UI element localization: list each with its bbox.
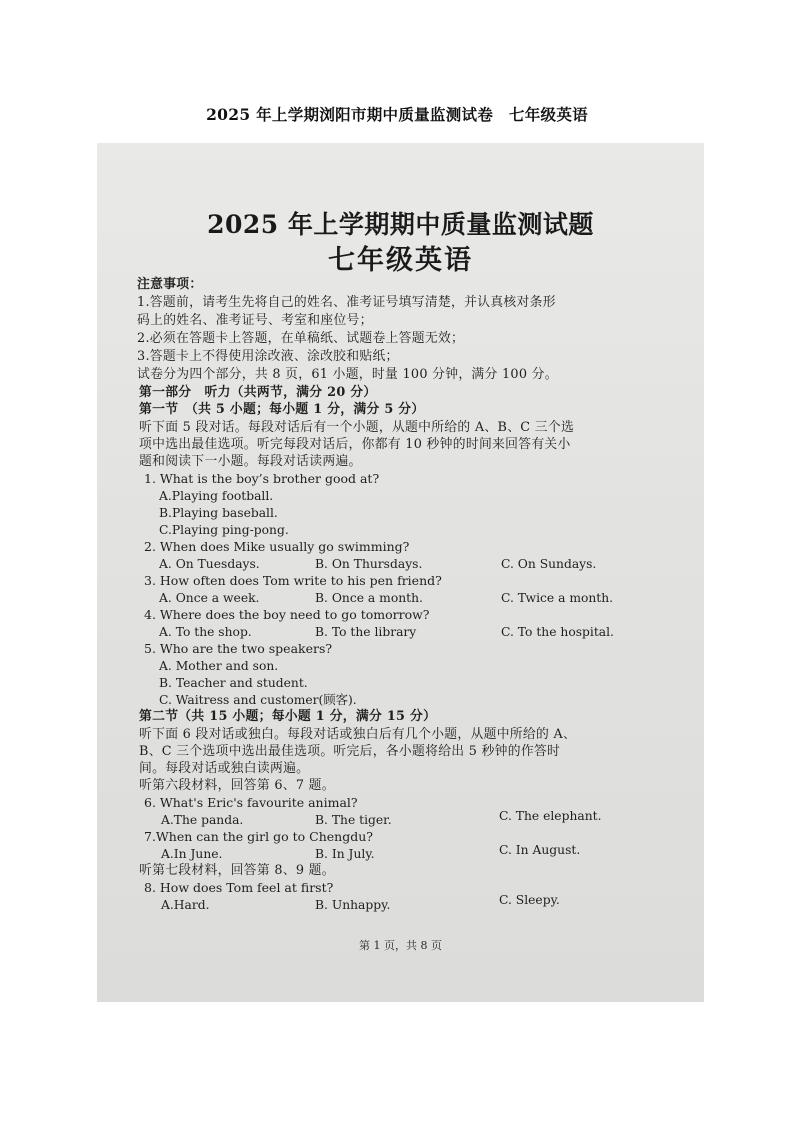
question-6-option-a: A.The panda. bbox=[161, 813, 244, 827]
question-4-stem: 4. Where does the boy need to go tomorrow? bbox=[144, 607, 430, 622]
part1-heading: 第一部分 听力（共两节，满分 20 分） bbox=[139, 385, 377, 400]
exam-subject: 七年级英语 bbox=[328, 245, 473, 276]
material-6-note: 听第六段材料，回答第 6、7 题。 bbox=[139, 778, 335, 793]
question-1-option-b: B.Playing baseball. bbox=[159, 506, 278, 520]
question-7-option-a: A.In June. bbox=[161, 847, 223, 861]
notice-heading: 注意事项： bbox=[137, 277, 203, 292]
question-1-option-c: C.Playing ping-pong. bbox=[159, 523, 289, 537]
question-2-stem: 2. When does Mike usually go swimming? bbox=[144, 539, 410, 554]
section1-instruction: 听下面 5 段对话。每段对话后有一个小题，从题中所给的 A、B、C 三个选 bbox=[139, 420, 575, 435]
question-6-stem: 6. What's Eric's favourite animal? bbox=[144, 795, 358, 810]
question-4-option-b: B. To the library bbox=[315, 625, 417, 639]
section1-instruction: 项中选出最佳选项。听完每段对话后，你都有 10 秒钟的时间来回答有关小 bbox=[139, 437, 571, 452]
question-8-option-b: B. Unhappy. bbox=[315, 898, 391, 912]
notice-line: 2.必须在答题卡上答题，在单稿纸、试题卷上答题无效； bbox=[137, 331, 465, 346]
page-number: 第 1 页，共 8 页 bbox=[359, 939, 442, 952]
section1-heading: 第一节 （共 5 小题；每小题 1 分，满分 5 分） bbox=[139, 402, 425, 417]
question-6-option-c: C. The elephant. bbox=[499, 809, 602, 823]
section2-instruction: B、C 三个选项中选出最佳选项。听完后，各小题将给出 5 秒钟的作答时 bbox=[139, 744, 561, 759]
question-7-option-c: C. In August. bbox=[499, 843, 581, 857]
notice-line: 1.答题前，请考生先将自己的姓名、准考证号填写清楚，并认真核对条形 bbox=[137, 295, 556, 310]
question-7-option-b: B. In July. bbox=[315, 847, 375, 861]
section2-instruction: 听下面 6 段对话或独白。每段对话或独白后有几个小题，从题中所给的 A、 bbox=[139, 727, 577, 742]
question-5-option-a: A. Mother and son. bbox=[159, 659, 279, 673]
question-3-option-c: C. Twice a month. bbox=[501, 591, 614, 605]
question-6-option-b: B. The tiger. bbox=[315, 813, 392, 827]
scanned-exam-page bbox=[97, 143, 704, 1002]
notice-line: 码上的姓名、准考证号、考室和座位号； bbox=[137, 313, 373, 328]
question-8-stem: 8. How does Tom feel at first? bbox=[144, 880, 334, 895]
question-8-option-a: A.Hard. bbox=[161, 898, 210, 912]
section2-instruction: 间。每段对话或独白读两遍。 bbox=[139, 761, 310, 776]
question-3-stem: 3. How often does Tom write to his pen friend? bbox=[144, 573, 442, 588]
material-7-note: 听第七段材料，回答第 8、9 题。 bbox=[139, 863, 335, 878]
exam-title: 2025 年上学期期中质量监测试题 bbox=[207, 210, 594, 239]
question-2-option-a: A. On Tuesdays. bbox=[159, 557, 260, 571]
question-8-option-c: C. Sleepy. bbox=[499, 893, 560, 907]
document-header-title: 2025 年上学期浏阳市期中质量监测试卷 七年级英语 bbox=[206, 105, 588, 124]
question-5-stem: 5. Who are the two speakers? bbox=[144, 641, 333, 656]
question-5-option-b: B. Teacher and student. bbox=[159, 676, 308, 690]
question-3-option-b: B. Once a month. bbox=[315, 591, 423, 605]
notice-line: 3.答题卡上不得使用涂改液、涂改胶和贴纸； bbox=[137, 349, 399, 364]
question-5-option-c: C. Waitress and customer(顾客). bbox=[159, 693, 357, 707]
question-4-option-c: C. To the hospital. bbox=[501, 625, 614, 639]
question-2-option-c: C. On Sundays. bbox=[501, 557, 597, 571]
notice-line: 试卷分为四个部分，共 8 页，61 小题，时量 100 分钟，满分 100 分。 bbox=[137, 367, 558, 382]
question-1-option-a: A.Playing football. bbox=[159, 489, 274, 503]
question-1-stem: 1. What is the boy’s brother good at? bbox=[144, 471, 380, 486]
question-3-option-a: A. Once a week. bbox=[159, 591, 260, 605]
question-4-option-a: A. To the shop. bbox=[159, 625, 252, 639]
section2-heading: 第二节（共 15 小题；每小题 1 分，满分 15 分） bbox=[139, 709, 437, 724]
question-7-stem: 7.When can the girl go to Chengdu? bbox=[144, 829, 373, 844]
section1-instruction: 题和阅读下一小题。每段对话读两遍。 bbox=[139, 454, 362, 469]
question-2-option-b: B. On Thursdays. bbox=[315, 557, 423, 571]
